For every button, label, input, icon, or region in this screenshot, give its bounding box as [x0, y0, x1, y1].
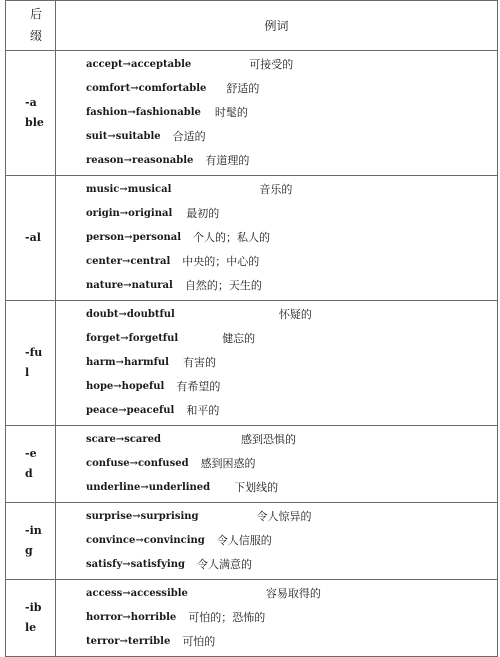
word-meaning: 感到困惑的: [200, 457, 256, 470]
word-meaning: 中央的；中心的: [182, 255, 260, 268]
example-line: [86, 553, 497, 577]
suffix-label: -fu l: [25, 346, 43, 379]
word-pair: nature→natural: [86, 280, 173, 291]
example-line: [86, 428, 497, 452]
suffix-header: [6, 1, 56, 51]
word-meaning: 令人信服的: [216, 534, 272, 547]
word-meaning: 令人满意的: [196, 558, 252, 571]
word-meaning: 下划线的: [234, 481, 279, 494]
suffix-cell: [6, 503, 56, 580]
suffix-label: -e d: [25, 447, 37, 480]
word-pair: peace→peaceful: [86, 405, 175, 416]
suffix-cell: [6, 426, 56, 503]
word-meaning: 有害的: [182, 356, 216, 369]
word-meaning: 可怕的: [182, 635, 216, 648]
suffix-label: -a ble: [25, 96, 44, 129]
word-pair: terror→terrible: [86, 636, 171, 647]
example-line: [86, 505, 497, 529]
word-meaning: 有道理的: [205, 154, 250, 167]
word-pair: doubt→doubtful: [86, 309, 175, 320]
table-row: [6, 51, 498, 176]
word-meaning: 自然的；天生的: [184, 279, 262, 292]
table-row: [6, 503, 498, 580]
table-row: [6, 301, 498, 426]
example-line: [86, 630, 497, 654]
examples-cell: [56, 176, 498, 301]
examples-cell: [56, 301, 498, 426]
word-meaning: 时髦的: [214, 106, 248, 119]
example-line: [86, 351, 497, 375]
word-pair: person→personal: [86, 232, 182, 243]
word-meaning: 可怕的；恐怖的: [188, 611, 266, 624]
word-pair: music→musical: [86, 184, 172, 195]
examples-cell: [56, 580, 498, 657]
example-line: [86, 125, 497, 149]
example-line: [86, 226, 497, 250]
table-row: [6, 426, 498, 503]
word-pair: harm→harmful: [86, 357, 169, 368]
word-pair: hope→hopeful: [86, 381, 165, 392]
word-meaning: 可接受的: [249, 58, 294, 71]
example-line: [86, 101, 497, 125]
word-pair: forget→forgetful: [86, 333, 179, 344]
table-row: [6, 176, 498, 301]
example-line: [86, 476, 497, 500]
word-pair: accept→acceptable: [86, 59, 192, 70]
example-line: [86, 77, 497, 101]
word-meaning: 个人的；私人的: [193, 231, 271, 244]
word-pair: underline→underlined: [86, 482, 211, 493]
suffix-label: -ib le: [25, 601, 42, 634]
table-row: [6, 580, 498, 657]
example-line: [86, 149, 497, 173]
table-header-row: [6, 1, 498, 51]
word-pair: convince→convincing: [86, 535, 205, 546]
word-meaning: 合适的: [172, 130, 206, 143]
suffix-label: -al: [25, 231, 41, 244]
word-meaning: 舒适的: [226, 82, 260, 95]
example-line: [86, 327, 497, 351]
suffix-table: [5, 0, 498, 657]
example-line: [86, 202, 497, 226]
example-line: [86, 375, 497, 399]
word-pair: scare→scared: [86, 434, 162, 445]
word-pair: center→central: [86, 256, 171, 267]
word-meaning: 感到恐惧的: [241, 433, 297, 446]
example-line: [86, 250, 497, 274]
suffix-cell: [6, 580, 56, 657]
word-pair: surprise→surprising: [86, 511, 199, 522]
example-line: [86, 582, 497, 606]
word-pair: confuse→confused: [86, 458, 189, 469]
suffix-cell: [6, 301, 56, 426]
word-meaning: 令人惊异的: [256, 510, 312, 523]
word-pair: reason→reasonable: [86, 155, 194, 166]
example-line: [86, 606, 497, 630]
example-line: [86, 178, 497, 202]
word-meaning: 有希望的: [176, 380, 221, 393]
suffix-cell: [6, 51, 56, 176]
suffix-label: -in g: [25, 524, 42, 557]
suffix-cell: [6, 176, 56, 301]
word-pair: horror→horrible: [86, 612, 177, 623]
examples-cell: [56, 51, 498, 176]
suffix-header-text: 后 缀: [30, 7, 43, 43]
word-pair: origin→original: [86, 208, 173, 219]
word-pair: access→accessible: [86, 588, 188, 599]
word-pair: satisfy→satisfying: [86, 559, 185, 570]
word-meaning: 健忘的: [222, 332, 256, 345]
example-line: [86, 53, 497, 77]
example-line: [86, 399, 497, 423]
examples-cell: [56, 426, 498, 503]
examples-cell: [56, 503, 498, 580]
example-line: [86, 529, 497, 553]
example-line: [86, 274, 497, 298]
word-meaning: 怀疑的: [278, 308, 312, 321]
word-pair: comfort→comfortable: [86, 83, 207, 94]
word-meaning: 最初的: [186, 207, 220, 220]
word-meaning: 音乐的: [259, 183, 293, 196]
word-pair: suit→suitable: [86, 131, 161, 142]
word-meaning: 容易取得的: [265, 587, 321, 600]
word-pair: fashion→fashionable: [86, 107, 201, 118]
example-line: [86, 452, 497, 476]
word-meaning: 和平的: [186, 404, 220, 417]
examples-header: 例词: [56, 1, 498, 51]
example-line: [86, 303, 497, 327]
